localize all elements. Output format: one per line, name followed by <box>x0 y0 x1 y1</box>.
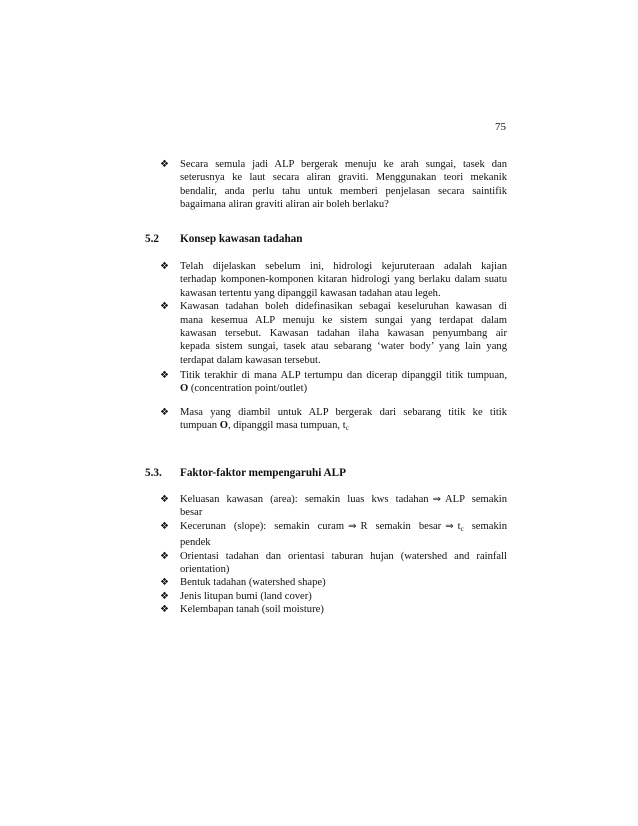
diamond-bullet-icon: ❖ <box>160 577 169 589</box>
text-fragment: t <box>457 520 461 532</box>
text-fragment: , dipanggil masa tumpuan, t <box>227 420 346 432</box>
text-fragment: R semakin besar <box>360 520 442 532</box>
text-fragment: (concentration point/outlet) <box>188 383 308 395</box>
section-title: Faktor-faktor mempengaruhi ALP <box>180 467 346 479</box>
diamond-bullet-icon: ❖ <box>160 604 169 616</box>
page-number: 75 <box>495 121 506 133</box>
implies-arrow-icon: ⇒ <box>432 494 441 505</box>
section-5-3-list <box>145 493 507 617</box>
diamond-bullet-icon: ❖ <box>160 550 169 562</box>
diamond-bullet-icon: ❖ <box>160 407 169 418</box>
text-line: Orientasi tadahan dan orientasi taburan hujan (watershed and rainfall <box>180 550 507 562</box>
list-item <box>145 603 507 616</box>
section-5-2-list-c <box>145 406 507 436</box>
text-line: Jenis litupan bumi (land cover) <box>180 590 312 602</box>
section-number: 5.3. <box>145 467 162 479</box>
section-number: 5.2 <box>145 233 159 245</box>
text-line: Masa yang diambil untuk ALP bergerak dari sebarang titik ke titik <box>180 407 507 418</box>
text-line <box>180 382 507 395</box>
diamond-bullet-icon: ❖ <box>160 159 169 170</box>
section-heading-5-3 <box>145 467 507 480</box>
text-line: Titik terakhir di mana ALP tertumpu dan dicerap dipanggil titik tumpuan, <box>180 370 507 381</box>
text-line: pendek <box>180 537 211 549</box>
list-item <box>145 493 507 520</box>
section-heading-5-2 <box>145 233 507 246</box>
implies-arrow-icon: ⇒ <box>445 520 454 532</box>
diamond-bullet-icon: ❖ <box>160 370 169 381</box>
list-item <box>145 300 507 367</box>
text-line: kawasan tersebut. Kawasan tadahan ilaha kawasan penyumbang air <box>180 328 507 340</box>
section-5-2-list-b <box>145 369 507 396</box>
text-line: kawasan tertentu yang dipanggil kawasan tadahan atau legeh. <box>180 287 441 299</box>
intro-block <box>145 158 507 212</box>
subscript: c <box>460 524 464 533</box>
text-line: terdapat dalam kawasan tersebut. <box>180 354 321 366</box>
text-line <box>180 419 507 435</box>
text-fragment: ALP semakin <box>444 494 508 505</box>
text-fragment: semakin <box>463 520 507 532</box>
text-line: orientation) <box>180 564 230 576</box>
text-line: bagaimana aliran graviti aliran air boleh berlaku? <box>180 199 389 211</box>
list-item <box>145 369 507 396</box>
list-item <box>145 550 507 577</box>
diamond-bullet-icon: ❖ <box>160 520 169 532</box>
text-line: Kawasan tadahan boleh didefinasikan sebagai keseluruhan kawasan di <box>180 301 507 313</box>
list-item <box>145 406 507 436</box>
text-line: Telah dijelaskan sebelum ini, hidrologi kejuruteraan adalah kajian <box>180 261 507 272</box>
text-line: terhadap komponen-komponen kitaran hidrologi yang berlaku dalam suatu <box>180 274 507 286</box>
diamond-bullet-icon: ❖ <box>160 261 169 272</box>
outlet-symbol: O <box>219 420 228 432</box>
text-fragment: Kecerunan (slope): semakin curam <box>180 520 345 532</box>
text-line: besar <box>180 507 203 519</box>
diamond-bullet-icon: ❖ <box>160 590 169 602</box>
text-line <box>180 520 507 536</box>
implies-arrow-icon: ⇒ <box>348 520 357 532</box>
text-line: bendalir, anda perlu tahu untuk memberi penjelasan secara saintifik <box>180 185 507 197</box>
list-item <box>145 520 507 550</box>
text-line: Kelembapan tanah (soil moisture) <box>180 604 324 616</box>
text-line: Bentuk tadahan (watershed shape) <box>180 577 326 589</box>
diamond-bullet-icon: ❖ <box>160 494 169 505</box>
text-line <box>180 493 507 506</box>
outlet-symbol: O <box>180 383 189 395</box>
text-line: kepada sistem sungai, tasek atau sebarang ‘water body’ yang lain yang <box>180 341 507 353</box>
list-item <box>145 158 507 212</box>
text-line: seterusnya ke laut secara aliran graviti. Menggunakan teori mekanik <box>180 172 507 184</box>
text-line: Secara semula jadi ALP bergerak menuju ke arah sungai, tasek dan <box>180 159 507 170</box>
text-line: mana kesemua ALP menuju ke sistem sungai yang terdapat dalam <box>180 314 507 326</box>
text-fragment: tumpuan <box>180 420 220 432</box>
list-item <box>145 260 507 300</box>
subscript: c <box>345 424 349 433</box>
section-5-2-list-a <box>145 260 507 367</box>
diamond-bullet-icon: ❖ <box>160 301 169 313</box>
text-fragment: Keluasan kawasan (area): semakin luas kws tadahan <box>180 494 429 505</box>
section-title: Konsep kawasan tadahan <box>180 233 303 245</box>
list-item <box>145 590 507 603</box>
list-item <box>145 576 507 589</box>
